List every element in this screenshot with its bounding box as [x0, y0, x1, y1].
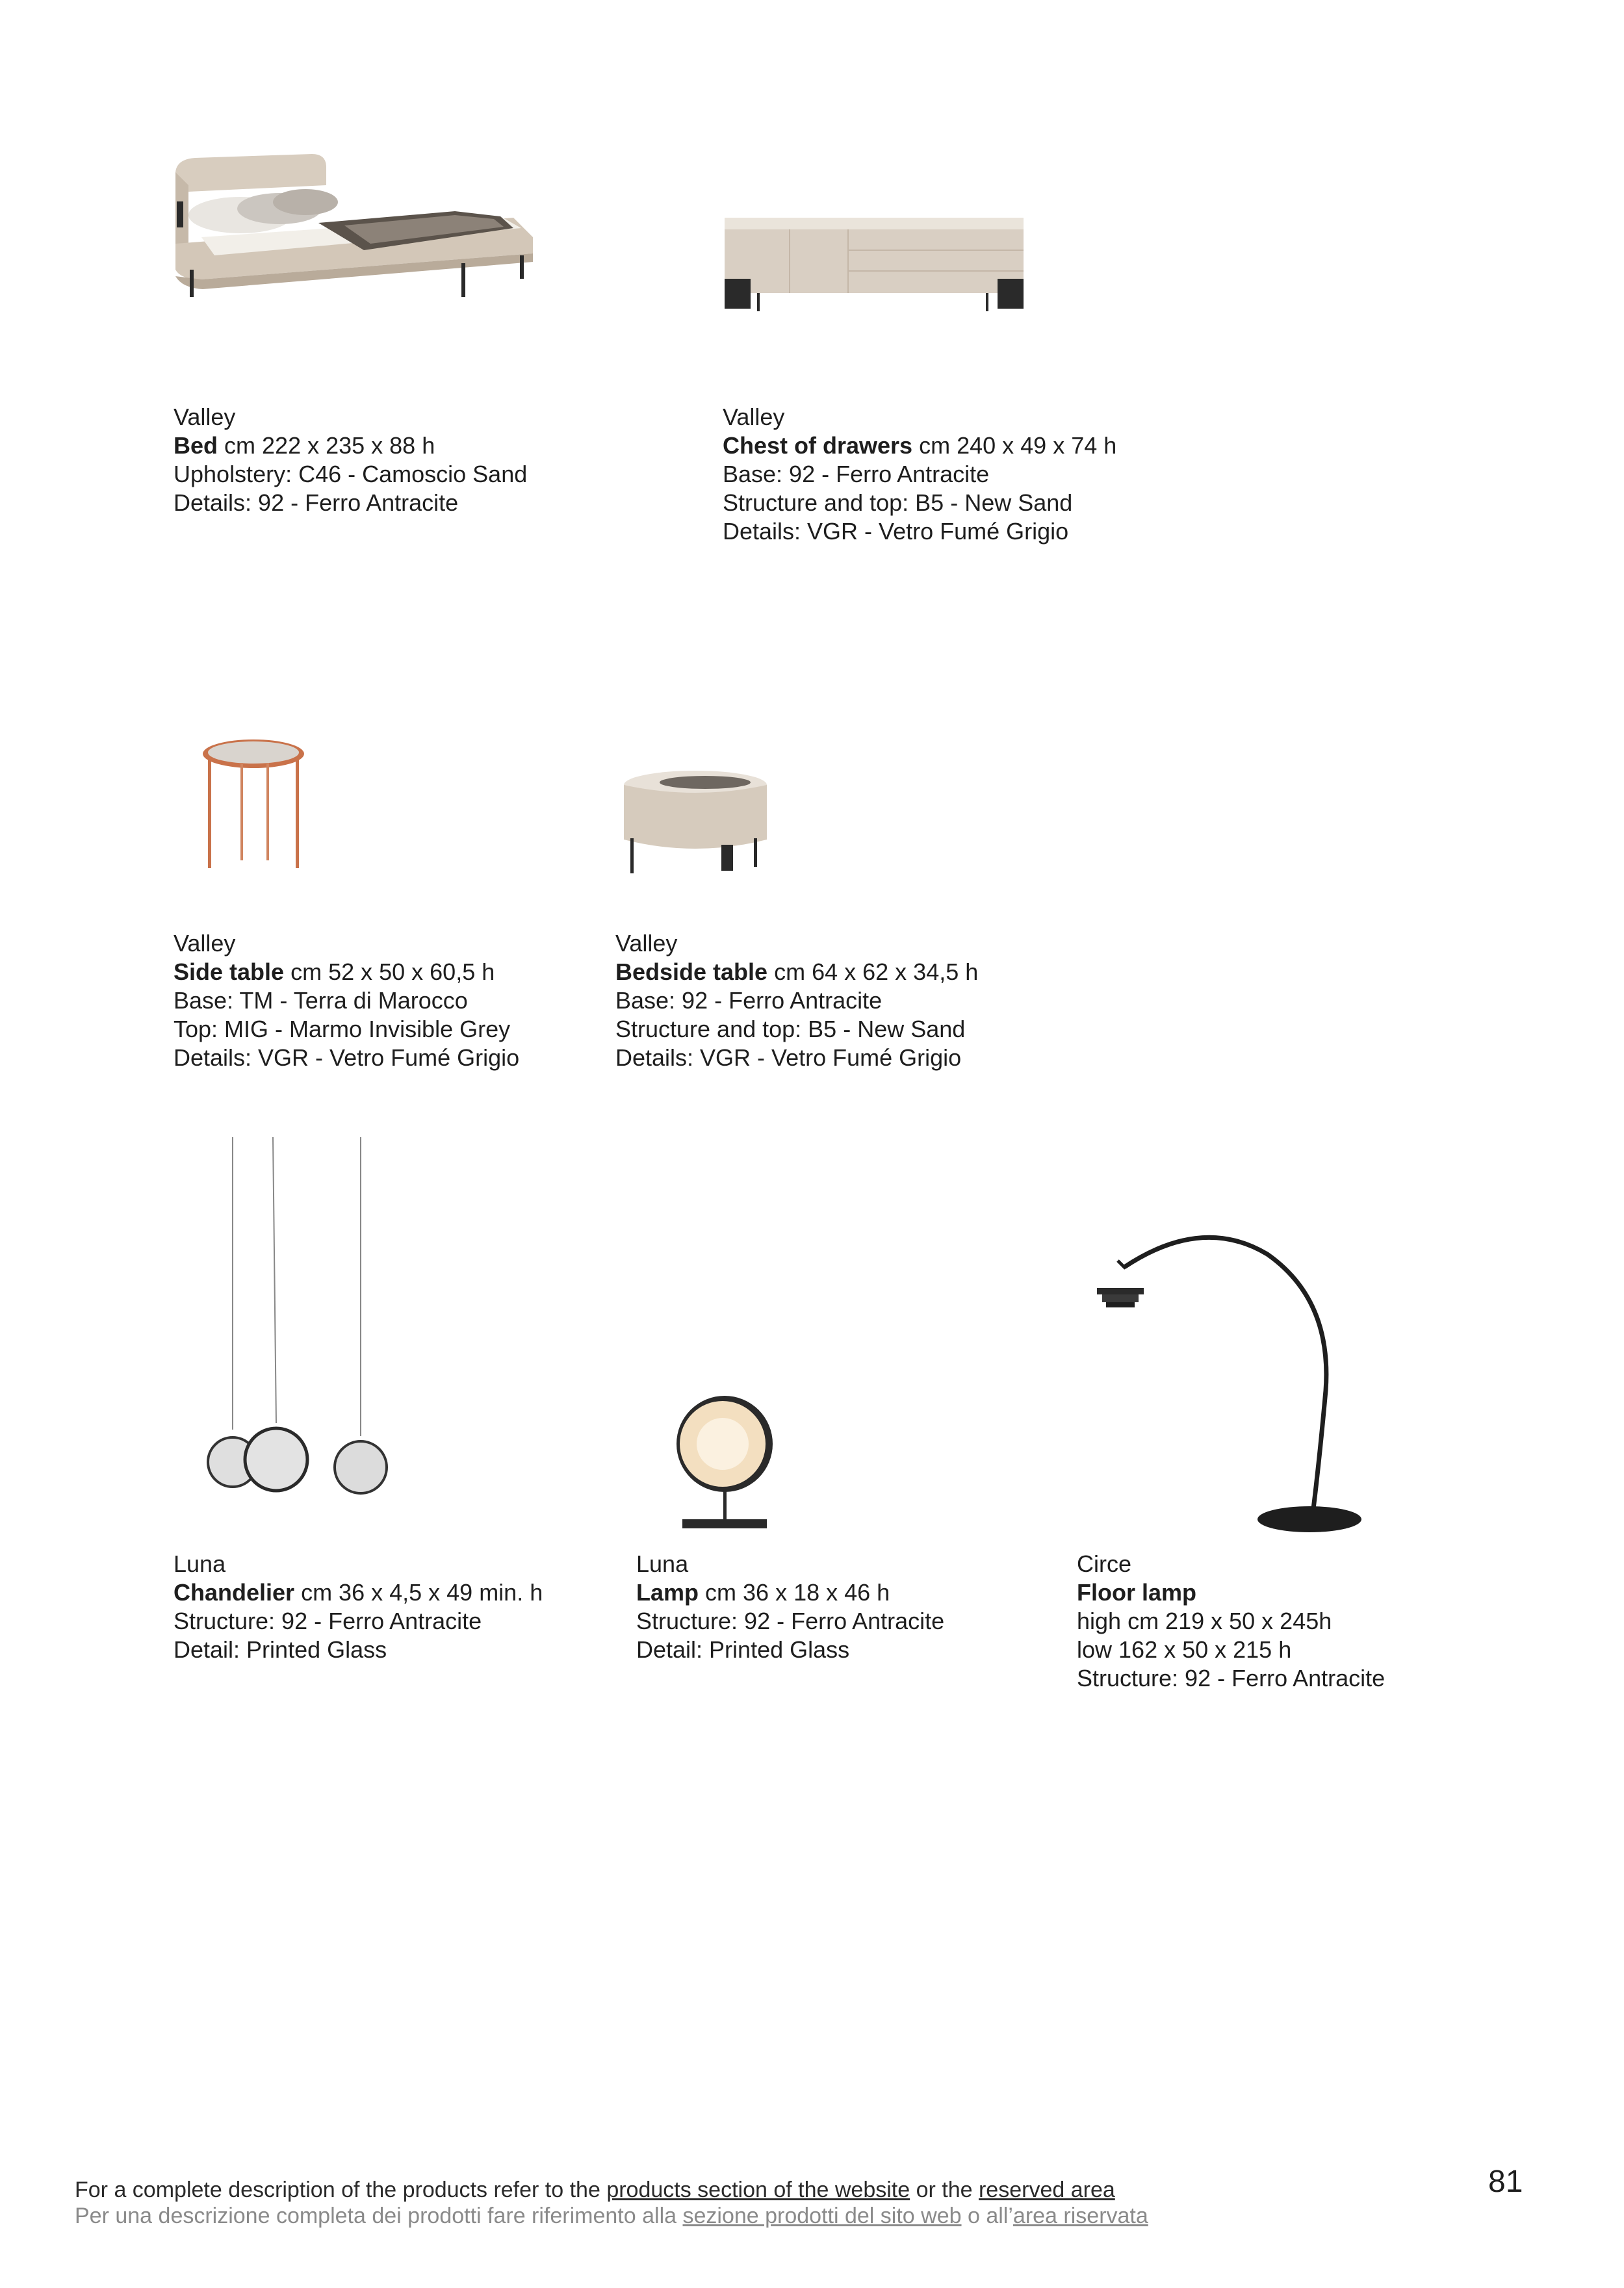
- page-number: 81: [1488, 2165, 1523, 2199]
- product-collection: Valley: [174, 930, 236, 957]
- lamp-image: [663, 1391, 786, 1534]
- product-detail: Detail: Printed Glass: [636, 1636, 850, 1663]
- product-caption: [636, 1550, 944, 1664]
- product-detail: Base: 92 - Ferro Antracite: [723, 461, 990, 487]
- product-detail: Structure and top: B5 - New Sand: [723, 489, 1073, 516]
- product-dimensions: cm 240 x 49 x 74 h: [919, 432, 1117, 459]
- chandelier-image: [201, 1137, 403, 1501]
- product-detail: Details: VGR - Vetro Fumé Grigio: [174, 1044, 520, 1071]
- sezione-prodotti-link[interactable]: sezione prodotti del sito web: [682, 2204, 962, 2228]
- product-dimensions: cm 36 x 18 x 46 h: [705, 1579, 890, 1606]
- footer-italian: Per una descrizione completa dei prodotti fare riferimento alla sezione prodotti del sito web o all’area riservata: [75, 2204, 1148, 2228]
- chest-of-drawers-image: [718, 211, 1030, 328]
- product-detail: Base: 92 - Ferro Antracite: [615, 987, 883, 1014]
- bed-image: [149, 146, 539, 315]
- area-riservata-link[interactable]: area riservata: [1012, 2204, 1148, 2228]
- product-name: Chest of drawers: [723, 432, 913, 459]
- product-detail: Structure and top: B5 - New Sand: [615, 1016, 966, 1042]
- product-name: Chandelier: [174, 1579, 295, 1606]
- footer-english: For a complete description of the products refer to the products section of the website or the reserved area: [75, 2178, 1115, 2202]
- product-caption: [1077, 1550, 1385, 1693]
- product-caption: [174, 1550, 543, 1664]
- product-detail: Structure: 92 - Ferro Antracite: [636, 1608, 945, 1634]
- product-name: Bedside table: [615, 958, 768, 985]
- product-detail: Structure: 92 - Ferro Antracite: [174, 1608, 482, 1634]
- product-detail: high cm 219 x 50 x 245h: [1077, 1608, 1332, 1634]
- product-name: Side table: [174, 958, 285, 985]
- product-collection: Valley: [615, 930, 678, 957]
- product-name: Lamp: [636, 1579, 699, 1606]
- product-dimensions: cm 52 x 50 x 60,5 h: [290, 958, 495, 985]
- products-section-link[interactable]: products section of the website: [606, 2178, 910, 2202]
- product-collection: Valley: [723, 404, 785, 430]
- product-dimensions: cm 64 x 62 x 34,5 h: [774, 958, 979, 985]
- product-detail: Details: VGR - Vetro Fumé Grigio: [723, 518, 1069, 545]
- product-caption: [174, 403, 527, 517]
- product-collection: Circe: [1077, 1550, 1132, 1577]
- product-caption: [615, 929, 978, 1072]
- product-detail: low 162 x 50 x 215 h: [1077, 1636, 1292, 1663]
- product-detail: Top: MIG - Marmo Invisible Grey: [174, 1016, 511, 1042]
- product-name: Bed: [174, 432, 218, 459]
- product-collection: Valley: [174, 404, 236, 430]
- product-name: Floor lamp: [1077, 1579, 1197, 1606]
- product-detail: Details: 92 - Ferro Antracite: [174, 489, 459, 516]
- product-caption: [174, 929, 519, 1072]
- product-collection: Luna: [174, 1550, 226, 1577]
- bedside-table-image: [617, 767, 773, 884]
- product-dimensions: cm 222 x 235 x 88 h: [224, 432, 435, 459]
- reserved-area-link[interactable]: reserved area: [978, 2178, 1115, 2202]
- footer-note: [75, 2177, 1148, 2229]
- floor-lamp-image: [1092, 1228, 1365, 1534]
- product-detail: Structure: 92 - Ferro Antracite: [1077, 1665, 1386, 1691]
- product-detail: Upholstery: C46 - Camoscio Sand: [174, 461, 528, 487]
- product-detail: Detail: Printed Glass: [174, 1636, 387, 1663]
- side-table-image: [195, 734, 312, 877]
- product-caption: [723, 403, 1116, 546]
- product-collection: Luna: [636, 1550, 689, 1577]
- product-detail: Details: VGR - Vetro Fumé Grigio: [615, 1044, 962, 1071]
- product-dimensions: cm 36 x 4,5 x 49 min. h: [301, 1579, 543, 1606]
- product-detail: Base: TM - Terra di Marocco: [174, 987, 468, 1014]
